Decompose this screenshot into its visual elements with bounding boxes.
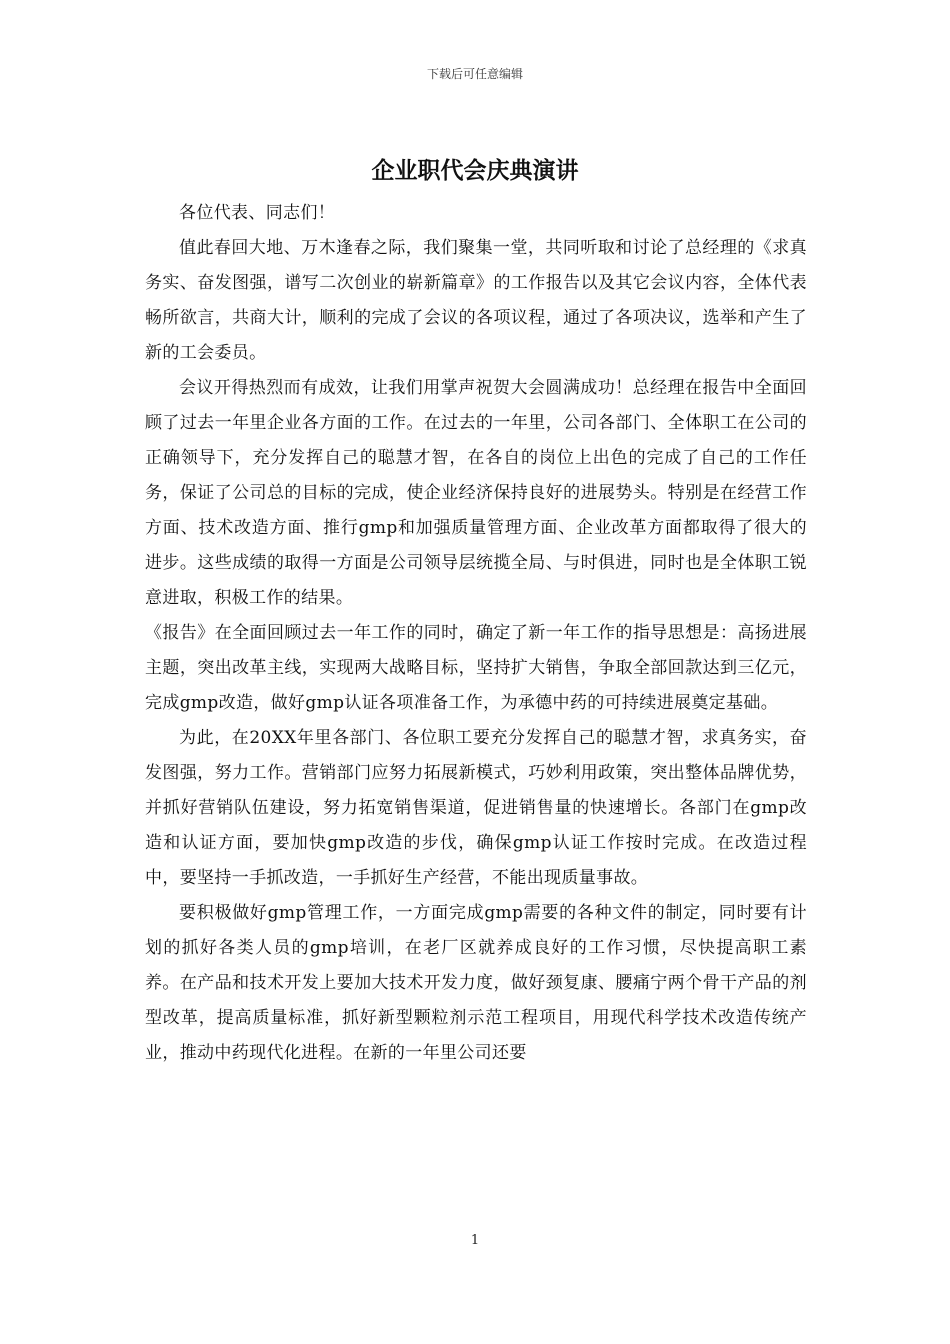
salutation-paragraph: 各位代表、同志们！ xyxy=(179,203,336,223)
body-paragraph: 《报告》在全面回顾过去一年工作的同时，确定了新一年工作的指导思想是：高扬进展主题，突出改革主线，实现两大战略目标，坚持扩大销售，争取全部回款达到三亿元，完成gmp改造，做好gmp认证各项准备工作，为承德中药的可持续进展奠定基础。 xyxy=(145,623,807,713)
page-number: 1 xyxy=(470,1233,480,1248)
body-paragraph: 会议开得热烈而有成效，让我们用掌声祝贺大会圆满成功！总经理在报告中全面回顾了过去一年里企业各方面的工作。在过去的一年里，公司各部门、全体职工在公司的正确领导下，充分发挥自己的聪慧才智，在各自的岗位上出色的完成了自己的工作任务，保证了公司总的目标的完成，使企业经济保持良好的进展势头。特别是在经营工作方面、技术改造方面、推行gmp和加强质量管理方面、企业改革方面都取得了很大的进步。这些成绩的取得一方面是公司领导层统揽全局、与时俱进，同时也是全体职工锐意进取，积极工作的结果。 xyxy=(145,378,807,608)
body-paragraph: 为此，在20XX年里各部门、各位职工要充分发挥自己的聪慧才智，求真务实，奋发图强，努力工作。营销部门应努力拓展新模式，巧妙利用政策，突出整体品牌优势，并抓好营销队伍建设，努力拓宽销售渠道，促进销售量的快速增长。各部门在gmp改造和认证方面，要加快gmp改造的步伐，确保gmp认证工作按时完成。在改造过程中，要坚持一手抓改造，一手抓好生产经营，不能出现质量事故。 xyxy=(145,728,807,888)
page-header-note: 下载后可任意编辑 xyxy=(426,67,523,81)
document-title: 企业职代会庆典演讲 xyxy=(371,157,579,184)
body-paragraph: 要积极做好gmp管理工作，一方面完成gmp需要的各种文件的制定，同时要有计划的抓好各类人员的gmp培训，在老厂区就养成良好的工作习惯，尽快提高职工素养。在产品和技术开发上要加大技术开发力度，做好颈复康、腰痛宁两个骨干产品的剂型改革，提高质量标准，抓好新型颗粒剂示范工程项目，用现代科学技术改造传统产业，推动中药现代化进程。在新的一年里公司还要 xyxy=(145,903,807,1063)
document-body xyxy=(145,196,807,1071)
body-paragraph: 值此春回大地、万木逢春之际，我们聚集一堂，共同听取和讨论了总经理的《求真务实、奋发图强，谱写二次创业的崭新篇章》的工作报告以及其它会议内容，全体代表畅所欲言，共商大计，顺利的完成了会议的各项议程，通过了各项决议，选举和产生了新的工会委员。 xyxy=(145,238,807,363)
